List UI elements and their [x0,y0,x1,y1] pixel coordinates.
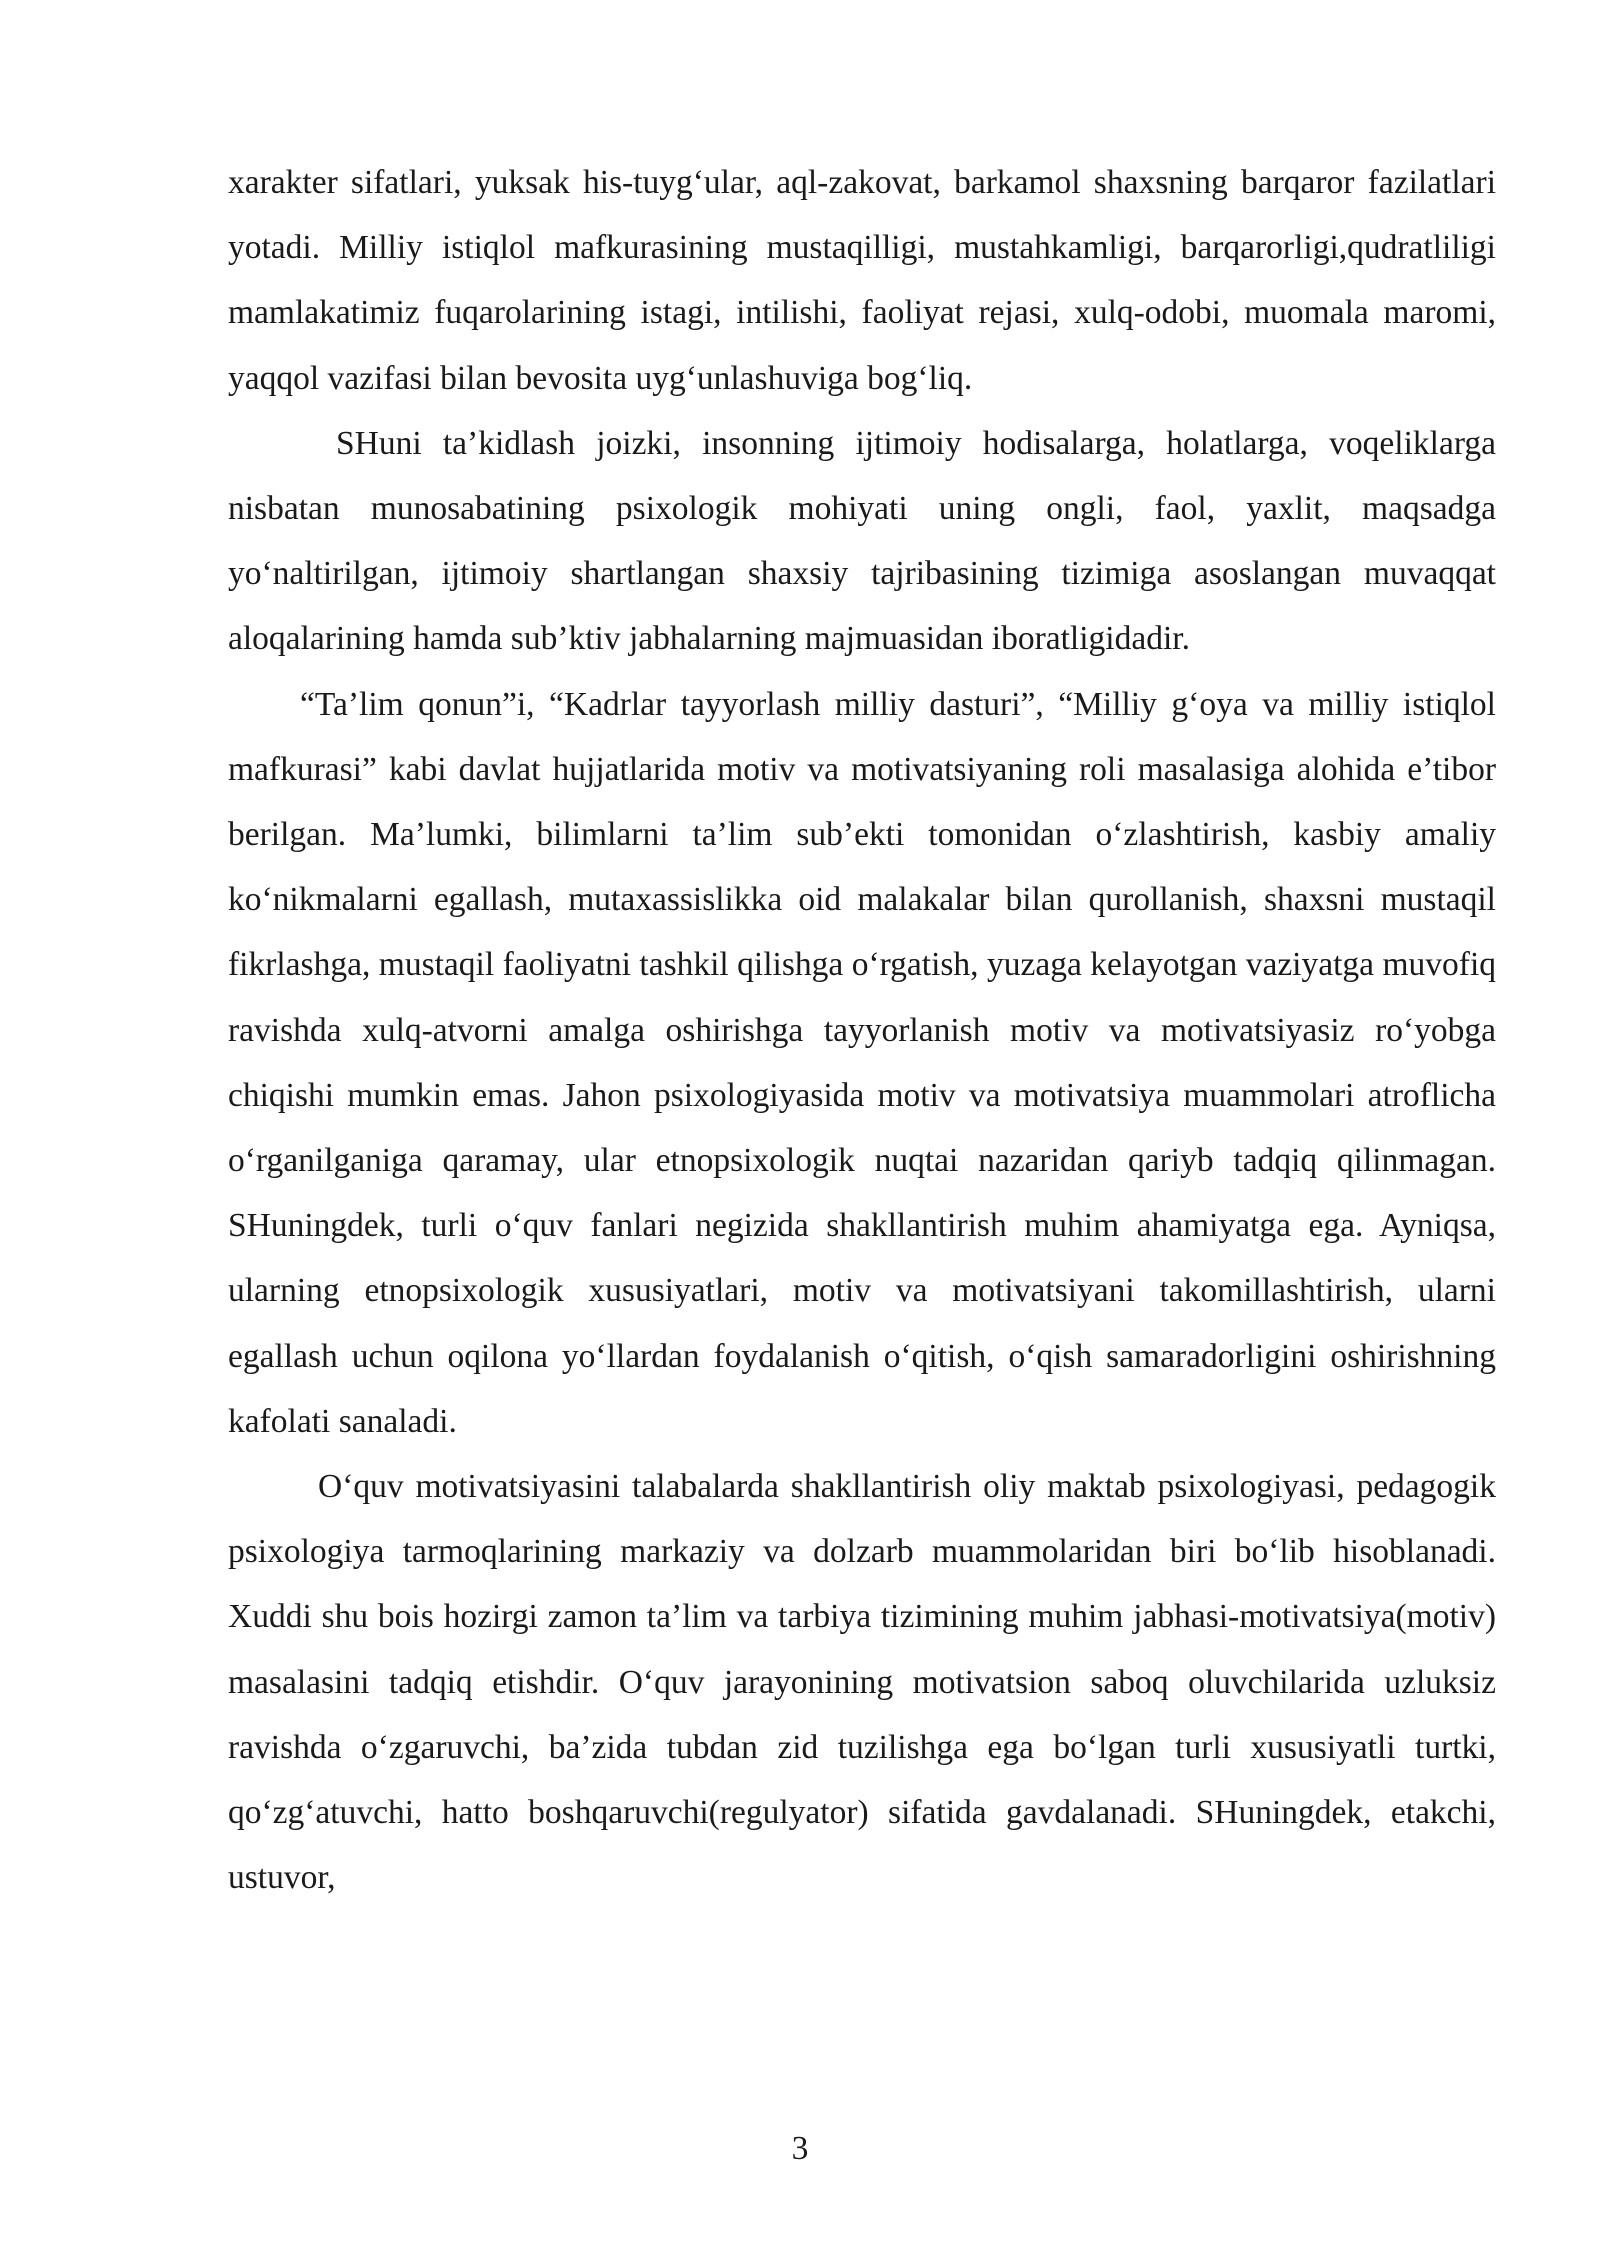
paragraph-oquv-motivatsiya: O‘quv motivatsiyasini talabalarda shakllantirish oliy maktab psixologiyasi, pedagogik psixologiya tarmoqlarining markaziy va dolzarb muammolaridan biri bo‘lib hisoblanadi. Xuddi shu bois hozirgi zamon ta’lim va tarbiya tizimining muhim jabhasi-motivatsiya(motiv) masalasini tadqiq etishdir. O‘quv jarayonining motivatsion saboq oluvchilarida uzluksiz ravishda o‘zgaruvchi, ba’zida tubdan zid tuzilishga ega bo‘lgan turli xususiyatli turtki, qo‘zg‘atuvchi, hatto boshqaruvchi(regulyator) sifatida gavdalanadi. SHuningdek, etakchi, ustuvor, [228,1468,1496,1897]
page-number: 3 [791,2130,809,2167]
paragraph-talim-qonun: “Ta’lim qonun”i, “Kadrlar tayyorlash milliy dasturi”, “Milliy g‘oya va milliy istiqlol mafkurasi” kabi davlat hujjatlarida motiv va motivatsiyaning roli masalasiga alohida e’tibor berilgan. Ma’lumki, bilimlarni ta’lim sub’ekti tomonidan o‘zlashtirish, kasbiy amaliy ko‘nikmalarni egallash, mutaxassislikka oid malakalar bilan qurollanish, shaxsni mustaqil fikrlashga, mustaqil faoliyatni tashkil qilishga o‘rgatish, yuzaga kelayotgan vaziyatga muvofiq ravishda xulq-atvorni amalga oshirishga tayyorlanish motiv va motivatsiyasiz ro‘yobga chiqishi mumkin emas. Jahon psixologiyasida motiv va motivatsiya muammolari atroflicha o‘rganilganiga qaramay, ular etnopsixologik nuqtai nazaridan qariyb tadqiq qilinmagan. SHuningdek, turli o‘quv fanlari negizida shakllantirish muhim ahamiyatga ega. Ayniqsa, ularning etnopsixologik xususiyatlari, motiv va motivatsiyani takomillashtirish, ularni egallash uchun oqilona yo‘llardan foydalanish o‘qitish, o‘qish samaradorligini oshirishning kafolati sanaladi. [228,685,1496,1440]
document-body [228,150,1496,1910]
paragraph-shuni: SHuni ta’kidlash joizki, insonning ijtimoiy hodisalarga, holatlarga, voqeliklarga nisbatan munosabatining psixologik mohiyati uning ongli, faol, yaxlit, maqsadga yo‘naltirilgan, ijtimoiy shartlangan shaxsiy tajribasining tizimiga asoslangan muvaqqat aloqalarining hamda sub’ktiv jabhalarning majmuasidan iboratligidadir. [228,424,1496,658]
paragraph-continuation: xarakter sifatlari, yuksak his-tuyg‘ular, aql-zakovat, barkamol shaxsning barqaror fazilatlari yotadi. Milliy istiqlol mafkurasining mustaqilligi, mustahkamligi, barqarorligi,qudratliligi mamlakatimiz fuqarolarining istagi, intilishi, faoliyat rejasi, xulq-odobi, muomala maromi, yaqqol vazifasi bilan bevosita uyg‘unlashuviga bog‘liq. [228,164,1496,397]
